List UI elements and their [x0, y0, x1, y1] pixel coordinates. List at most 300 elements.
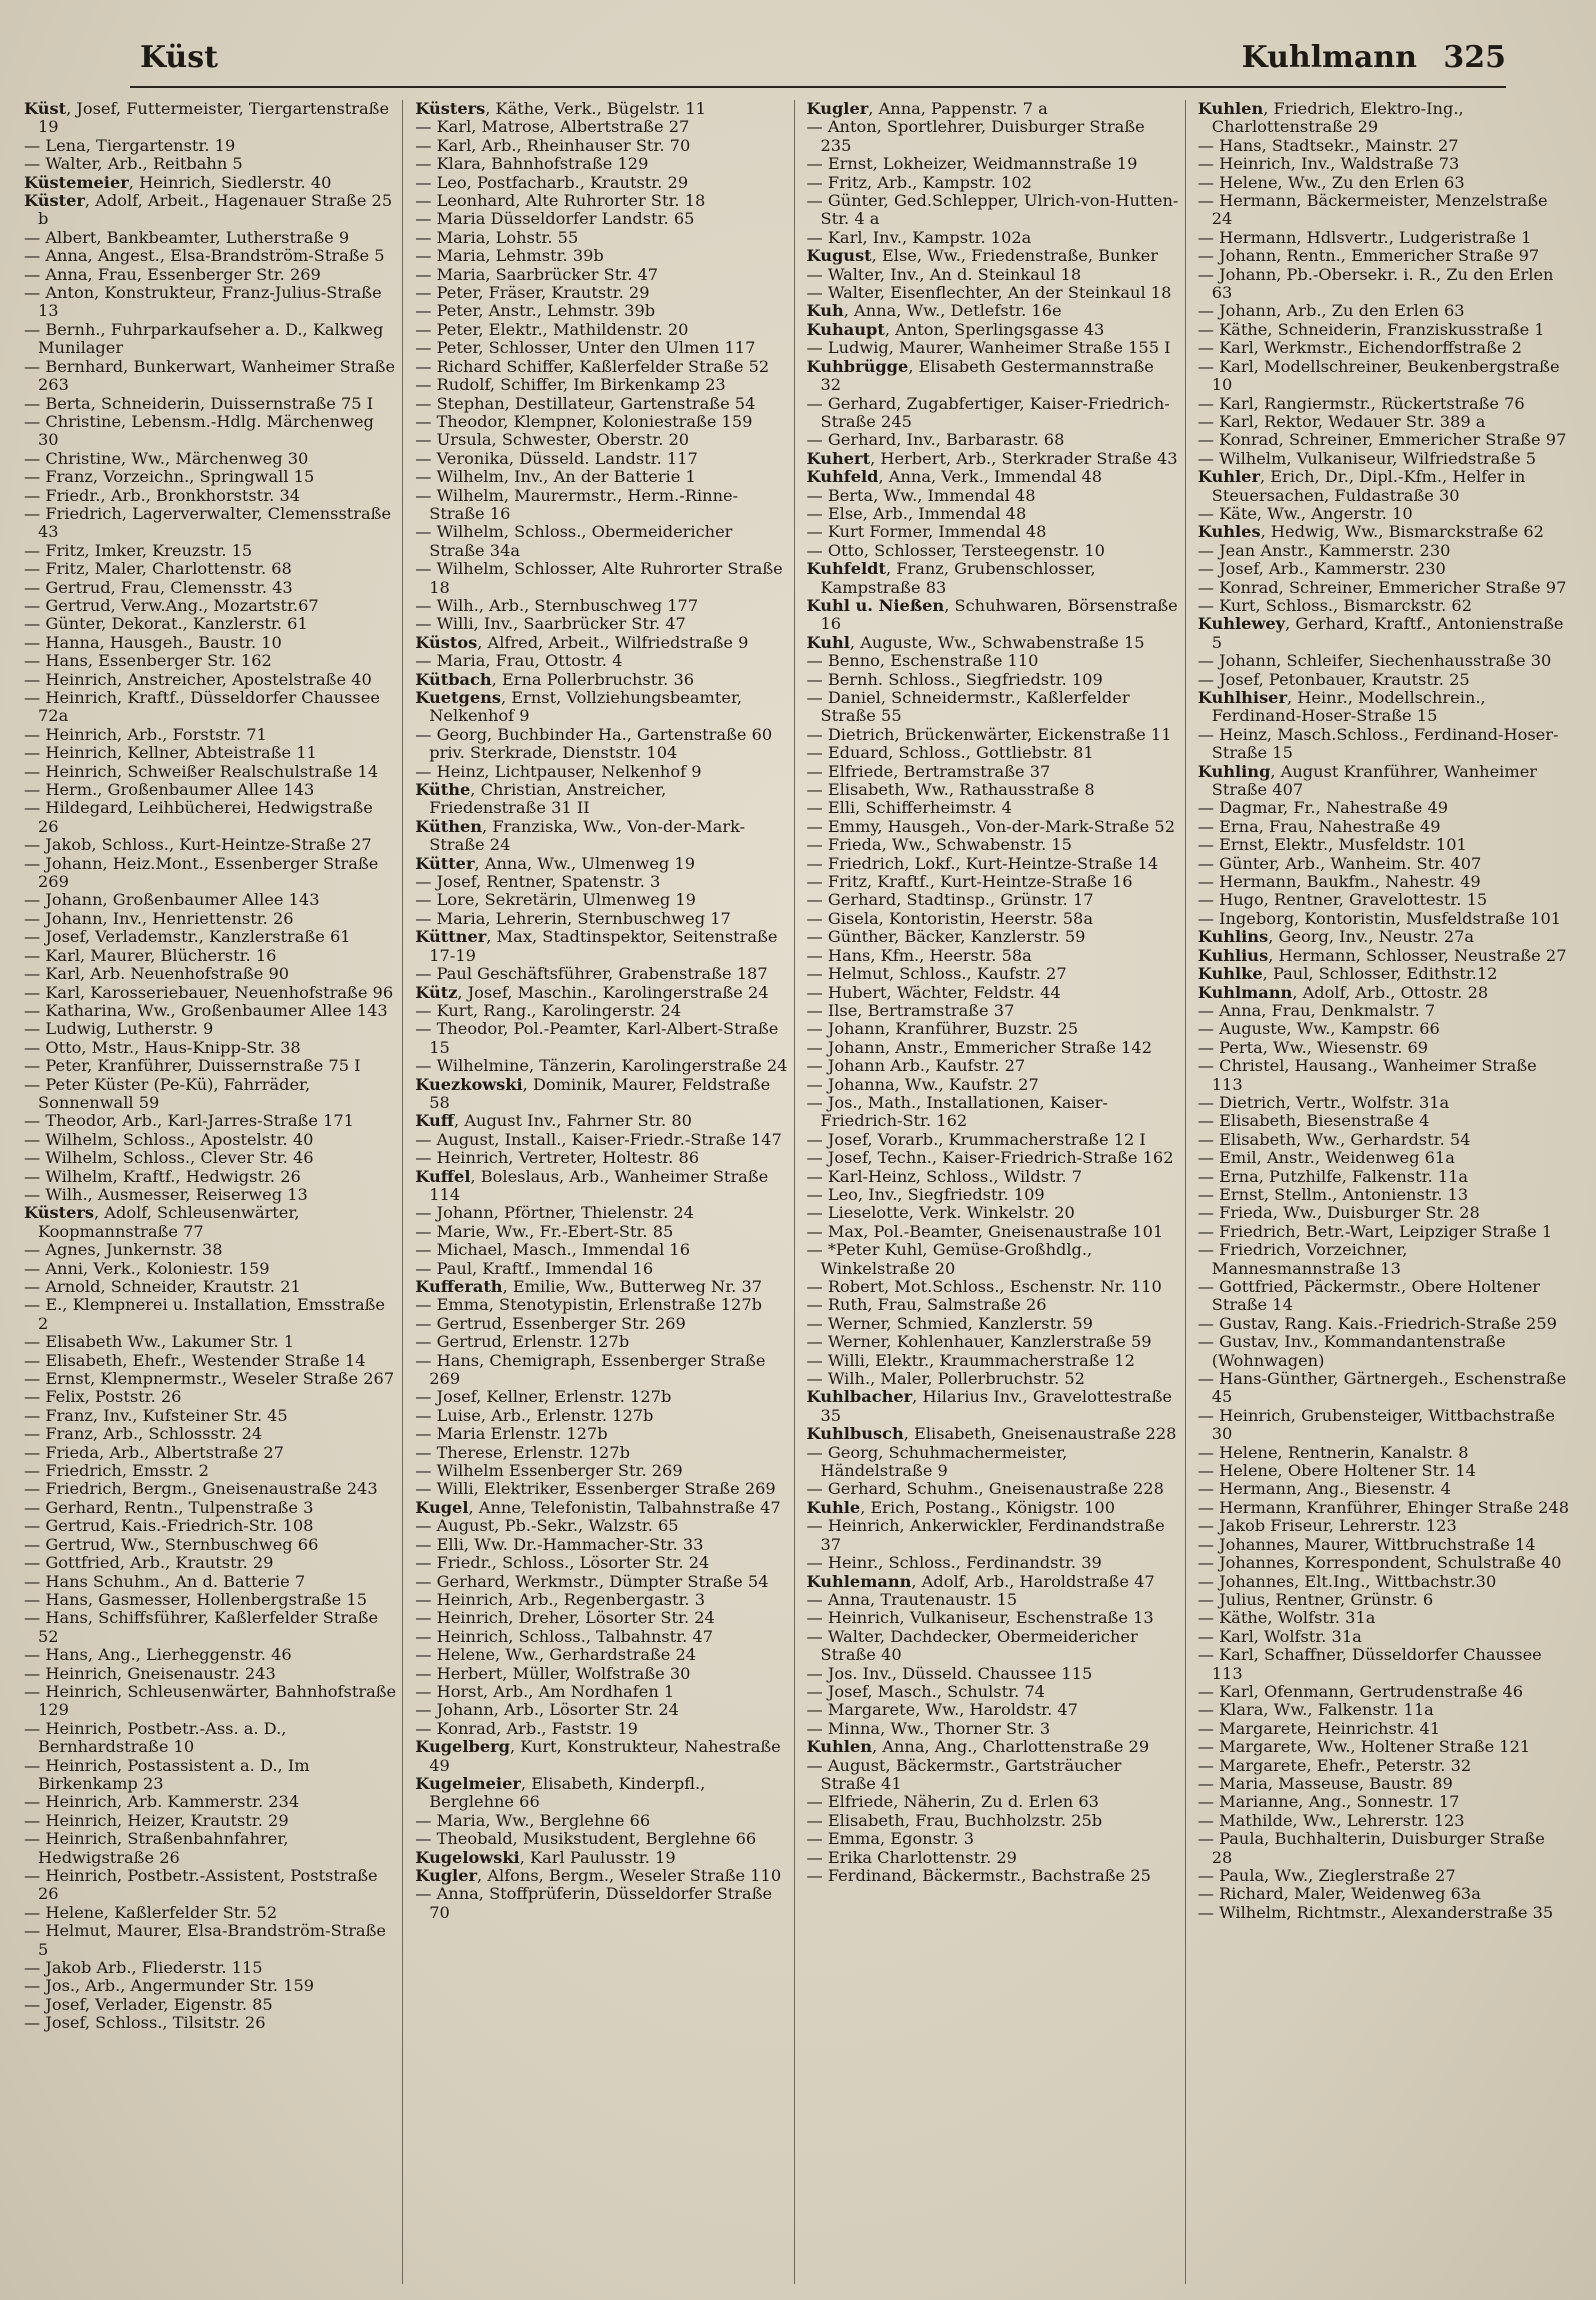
directory-entry: — Berta, Ww., Immendal 48 — [806, 485, 1036, 505]
directory-entry: — Hans, Schiffsführer, Kaßlerfelder Straße 52 — [24, 1608, 379, 1646]
directory-entry: — Heinrich, Dreher, Lösorter Str. 24 — [415, 1608, 715, 1628]
directory-entry: — Karl, Rektor, Wedauer Str. 389 a — [1197, 411, 1486, 431]
directory-entry: — Friedrich, Vorzeichner, Mannesmannstraße 13 — [1197, 1240, 1408, 1278]
directory-entry: — Richard Schiffer, Kaßlerfelder Straße 52 — [415, 356, 770, 376]
directory-entry: — Karl, Arb. Neuenhofstraße 90 — [24, 964, 290, 984]
directory-entry: — Kurt Former, Immendal 48 — [806, 522, 1047, 542]
directory-entry: — Emma, Egonstr. 3 — [806, 1829, 975, 1849]
directory-entry: — Johann Arb., Kaufstr. 27 — [806, 1056, 1026, 1076]
directory-entry: — Maria, Masseuse, Baustr. 89 — [1197, 1773, 1453, 1793]
directory-entry: — Friedrich, Emsstr. 2 — [24, 1461, 209, 1481]
running-head-left: Küst — [140, 40, 218, 75]
directory-entry: — Leo, Inv., Siegfriedstr. 109 — [806, 1184, 1045, 1204]
directory-entry: — Franz, Arb., Schlossstr. 24 — [24, 1424, 263, 1444]
directory-entry: — Christine, Ww., Märchenweg 30 — [24, 448, 309, 468]
directory-entry: — Anton, Sportlehrer, Duisburger Straße 235 — [806, 117, 1145, 155]
directory-entry: — Johann, Arb., Zu den Erlen 63 — [1197, 301, 1465, 321]
directory-entry: — Hans Schuhm., An d. Batterie 7 — [24, 1571, 306, 1591]
directory-entry: — Agnes, Junkernstr. 38 — [24, 1240, 223, 1260]
directory-entry: — Karl, Ofenmann, Gertrudenstraße 46 — [1197, 1681, 1524, 1701]
directory-entry: — Heinrich, Schloss., Talbahnstr. 47 — [415, 1626, 714, 1646]
directory-entry: — Frieda, Ww., Schwabenstr. 15 — [806, 835, 1072, 855]
directory-entry: Kugust, Else, Ww., Friedenstraße, Bunker — [806, 246, 1158, 266]
directory-entry: — Heinrich, Kraftf., Düsseldorfer Chaussee 72a — [24, 688, 380, 726]
directory-entry: — Christine, Lebensm.-Hdlg. Märchenweg 30 — [24, 411, 374, 450]
directory-entry: — Emmy, Hausgeh., Von-der-Mark-Straße 52 — [806, 816, 1176, 836]
directory-entry: — Helene, Ww., Gerhardstraße 24 — [415, 1645, 697, 1665]
column-2 — [415, 100, 794, 2284]
directory-entry: Kuhlen, Friedrich, Elektro-Ing., Charlottenstraße 29 — [1197, 100, 1464, 137]
directory-entry: — Richard, Maler, Weidenweg 63a — [1197, 1884, 1481, 1904]
directory-entry: — Friedr., Schloss., Lösorter Str. 24 — [415, 1553, 710, 1573]
directory-entry: — Hermann, Baukfm., Nahestr. 49 — [1197, 872, 1481, 892]
directory-entry: — Wilhelm, Schloss., Clever Str. 46 — [24, 1148, 314, 1168]
directory-entry: — Heinrich, Kellner, Abteistraße 11 — [24, 743, 317, 763]
directory-entry: — Julius, Rentner, Grünstr. 6 — [1197, 1589, 1434, 1609]
directory-entry: — Peter, Anstr., Lehmstr. 39b — [415, 301, 656, 321]
directory-entry: — Paul Geschäftsführer, Grabenstraße 187 — [415, 964, 768, 984]
directory-entry: — Günter, Arb., Wanheim. Str. 407 — [1197, 853, 1482, 873]
directory-entry: — Theodor, Arb., Karl-Jarres-Straße 171 — [24, 1111, 354, 1131]
directory-entry: — Friedrich, Betr.-Wart, Leipziger Straße 1 — [1197, 1221, 1553, 1241]
directory-entry: — Fritz, Imker, Kreuzstr. 15 — [24, 540, 253, 560]
directory-entry: — Josef, Schloss., Tilsitstr. 26 — [24, 2013, 266, 2033]
directory-entry: Kütter, Anna, Ww., Ulmenweg 19 — [415, 853, 696, 873]
directory-entry: — Lore, Sekretärin, Ulmenweg 19 — [415, 890, 696, 910]
running-head-name: Kuhlmann — [1241, 40, 1417, 75]
directory-entry: — Gertrud, Verw.Ang., Mozartstr.67 — [24, 595, 319, 615]
directory-entry: — Bernh., Fuhrparkaufseher a. D., Kalkweg Munilager — [24, 319, 384, 358]
directory-entry: — Günter, Ged.Schlepper, Ulrich-von-Hutten-Str. 4 a — [806, 191, 1179, 229]
directory-entry: Kuhlins, Georg, Inv., Neustr. 27a — [1197, 927, 1475, 947]
directory-entry: — Ursula, Schwester, Oberstr. 20 — [415, 430, 690, 450]
directory-entry: — Mathilde, Ww., Lehrerstr. 123 — [1197, 1810, 1465, 1830]
directory-entry: — Gertrud, Erlenstr. 127b — [415, 1332, 630, 1352]
directory-entry: — Günther, Bäcker, Kanzlerstr. 59 — [806, 927, 1086, 947]
directory-entry: — Karl, Karosseriebauer, Neuenhofstraße 96 — [24, 982, 394, 1002]
directory-entry: Kugler, Alfons, Bergm., Weseler Straße 110 — [415, 1866, 782, 1885]
directory-entry: — Friedr., Arb., Bronkhorststr. 34 — [24, 485, 301, 505]
directory-entry: Küster, Adolf, Arbeit., Hagenauer Straße 25 b — [24, 191, 393, 229]
directory-entry: Kugelowski, Karl Paulusstr. 19 — [415, 1847, 676, 1867]
directory-entry: Kuhbrügge, Elisabeth Gestermannstraße 32 — [806, 356, 1154, 395]
directory-entry: — Johannes, Maurer, Wittbruchstraße 14 — [1197, 1534, 1536, 1554]
directory-entry: — Josef, Rentner, Spatenstr. 3 — [415, 872, 661, 892]
directory-entry: Küstos, Alfred, Arbeit., Wilfriedstraße 9 — [415, 632, 749, 652]
directory-entry: — Ruth, Frau, Salmstraße 26 — [806, 1295, 1047, 1315]
directory-entry: — Elli, Ww. Dr.-Hammacher-Str. 33 — [415, 1534, 704, 1554]
directory-entry: Kuhfeld, Anna, Verk., Immendal 48 — [806, 467, 1103, 487]
directory-entry: — Heinz, Lichtpauser, Nelkenhof 9 — [415, 761, 702, 781]
directory-entry: — Anni, Verk., Koloniestr. 159 — [24, 1258, 270, 1278]
directory-entry: — Hanna, Hausgeh., Baustr. 10 — [24, 632, 282, 652]
directory-entry: — Josef, Kellner, Erlenstr. 127b — [415, 1387, 672, 1407]
directory-entry: — Elisabeth, Frau, Buchholzstr. 25b — [806, 1810, 1103, 1830]
directory-entry: — Elisabeth, Ww., Gerhardstr. 54 — [1197, 1129, 1471, 1149]
directory-entry: — Hans, Kfm., Heerstr. 58a — [806, 945, 1032, 965]
directory-entry: — Hermann, Bäckermeister, Menzelstraße 24 — [1197, 191, 1548, 229]
directory-entry: — Ernst, Elektr., Musfeldstr. 101 — [1197, 835, 1467, 855]
directory-entry: — *Peter Kuhl, Gemüse-Großhdlg., Winkelstraße 20 — [806, 1240, 1093, 1278]
directory-entry: Kuhlhiser, Heinr., Modellschrein., Ferdinand-Hoser-Straße 15 — [1197, 688, 1486, 726]
directory-entry: — Gerhard, Inv., Barbarastr. 68 — [806, 430, 1065, 450]
directory-entry: — Herbert, Müller, Wolfstraße 30 — [415, 1663, 691, 1683]
directory-entry: — Gerhard, Zugabfertiger, Kaiser-Friedrich-Straße 245 — [806, 393, 1170, 431]
directory-entry: — Ferdinand, Bäckermstr., Bachstraße 25 — [806, 1866, 1151, 1885]
directory-entry: — Hans, Stadtsekr., Mainstr. 27 — [1197, 135, 1459, 155]
directory-entry: Küst, Josef, Futtermeister, Tiergartenstraße 19 — [24, 100, 390, 137]
directory-entry: — Käthe, Schneiderin, Franziskusstraße 1 — [1197, 319, 1545, 339]
directory-entry: — Erika Charlottenstr. 29 — [806, 1847, 1017, 1867]
directory-entry: — Gisela, Kontoristin, Heerstr. 58a — [806, 908, 1093, 928]
directory-entry: — Maria, Frau, Ottostr. 4 — [415, 651, 623, 671]
directory-entry: — Emil, Anstr., Weidenweg 61a — [1197, 1148, 1455, 1168]
directory-entry: — Karl, Wolfstr. 31a — [1197, 1626, 1362, 1646]
directory-entry: — Karl, Inv., Kampstr. 102a — [806, 227, 1032, 247]
directory-entry: — Paula, Ww., Zieglerstraße 27 — [1197, 1866, 1456, 1885]
directory-entry: — Peter Küster (Pe-Kü), Fahrräder, Sonnenwall 59 — [24, 1074, 311, 1112]
directory-entry: — Gustav, Inv., Kommandantenstraße (Wohnwagen) — [1197, 1332, 1506, 1370]
directory-entry: — Walter, Dachdecker, Obermeidericher Straße 40 — [806, 1626, 1138, 1665]
directory-entry: — Fritz, Arb., Kampstr. 102 — [806, 172, 1032, 192]
directory-entry: — Maria, Saarbrücker Str. 47 — [415, 264, 659, 284]
directory-entry: — Hugo, Rentner, Gravelottestr. 15 — [1197, 890, 1488, 910]
directory-entry: — Karl, Schaffner, Düsseldorfer Chaussee 113 — [1197, 1645, 1542, 1683]
directory-entry: — Josef, Arb., Kammerstr. 230 — [1197, 559, 1446, 579]
directory-entry: — Hildegard, Leihbücherei, Hedwigstraße 26 — [24, 798, 373, 836]
directory-entry: — Karl, Werkmstr., Eichendorffstraße 2 — [1197, 338, 1522, 358]
directory-entry: — Maria Düsseldorfer Landstr. 65 — [415, 209, 695, 229]
directory-entry: — Margarete, Ww., Holtener Straße 121 — [1197, 1737, 1531, 1757]
directory-entry: — Käthe, Wolfstr. 31a — [1197, 1608, 1376, 1628]
directory-entry: — Konrad, Arb., Faststr. 19 — [415, 1718, 638, 1738]
directory-entry: — Josef, Verlademstr., Kanzlerstraße 61 — [24, 927, 351, 947]
directory-entry: — Albert, Bankbeamter, Lutherstraße 9 — [24, 227, 350, 247]
directory-entry: — Heinrich, Postbetr.-Assistent, Poststraße 26 — [24, 1866, 378, 1904]
directory-entry: — Heinr., Schloss., Ferdinandstr. 39 — [806, 1553, 1102, 1573]
directory-entry: Kugelmeier, Elisabeth, Kinderpfl., Berglehne 66 — [415, 1773, 706, 1812]
directory-entry: — Ingeborg, Kontoristin, Musfeldstraße 101 — [1197, 908, 1562, 928]
directory-entry: — Jos., Math., Installationen, Kaiser-Friedrich-Str. 162 — [806, 1092, 1108, 1131]
directory-entry: — Johann, Pförtner, Thielenstr. 24 — [415, 1203, 694, 1223]
directory-entry: Küsters, Käthe, Verk., Bügelstr. 11 — [415, 100, 706, 118]
directory-entry: Küthe, Christian, Anstreicher, Friedenstraße 31 II — [415, 780, 667, 818]
directory-entry: — Marie, Ww., Fr.-Ebert-Str. 85 — [415, 1221, 674, 1241]
directory-entry: — Ernst, Stellm., Antonienstr. 13 — [1197, 1184, 1469, 1204]
directory-entry: — Auguste, Ww., Kampstr. 66 — [1197, 1019, 1440, 1039]
directory-entry: — Ernst, Klempnermstr., Weseler Straße 267 — [24, 1369, 395, 1389]
directory-entry: — Lena, Tiergartenstr. 19 — [24, 135, 236, 155]
directory-entry: — Hermann, Hdlsvertr., Ludgeristraße 1 — [1197, 227, 1532, 247]
directory-entry: — Therese, Erlenstr. 127b — [415, 1442, 630, 1462]
column-3 — [807, 100, 1186, 2284]
directory-entry: — Karl, Maurer, Blücherstr. 16 — [24, 945, 277, 965]
directory-entry: — Paula, Buchhalterin, Duisburger Straße 28 — [1197, 1829, 1545, 1867]
directory-entry: — Heinrich, Straßenbahnfahrer, Hedwigstraße 26 — [24, 1829, 289, 1867]
directory-entry: — Theodor, Klempner, Koloniestraße 159 — [415, 411, 753, 431]
directory-entry: — Gottfried, Arb., Krautstr. 29 — [24, 1553, 274, 1573]
page-header — [130, 30, 1506, 88]
directory-entry: — Hans-Günther, Gärtnergeh., Eschenstraße 45 — [1197, 1369, 1567, 1407]
directory-entry: — Jakob, Schloss., Kurt-Heintze-Straße 27 — [24, 835, 372, 855]
directory-entry: — Ludwig, Maurer, Wanheimer Straße 155 I — [806, 338, 1171, 358]
directory-entry: — Josef, Petonbauer, Krautstr. 25 — [1197, 669, 1470, 689]
directory-entry: — Lieselotte, Verk. Winkelstr. 20 — [806, 1203, 1075, 1223]
directory-entry: — Heinrich, Grubensteiger, Wittbachstraße 30 — [1197, 1405, 1555, 1444]
directory-entry: — Josef, Verlader, Eigenstr. 85 — [24, 1994, 273, 2014]
directory-entry: — Johann, Großenbaumer Allee 143 — [24, 890, 320, 910]
directory-entry: — Wilh., Ausmesser, Reiserweg 13 — [24, 1184, 308, 1204]
directory-entry: — Gerhard, Werkmstr., Dümpter Straße 54 — [415, 1571, 769, 1591]
directory-entry: — Elisabeth, Ww., Rathausstraße 8 — [806, 780, 1095, 800]
directory-entry: — Arnold, Schneider, Krautstr. 21 — [24, 1277, 301, 1296]
directory-entry: — Elisabeth Ww., Lakumer Str. 1 — [24, 1332, 295, 1352]
directory-entry: Kuh, Anna, Ww., Detlefstr. 16e — [806, 301, 1062, 321]
directory-entry: — Johann, Pb.-Obersekr. i. R., Zu den Erlen 63 — [1197, 264, 1554, 303]
directory-entry: — Luise, Arb., Erlenstr. 127b — [415, 1405, 654, 1425]
directory-entry: — Ernst, Lokheizer, Weidmannstraße 19 — [806, 154, 1138, 174]
directory-entry: — Ilse, Bertramstraße 37 — [806, 1000, 1015, 1020]
directory-entry: — Johannes, Korrespondent, Schulstraße 40 — [1197, 1553, 1562, 1573]
directory-entry: — Gertrud, Ww., Sternbuschweg 66 — [24, 1534, 319, 1554]
directory-entry: — Peter, Schlosser, Unter den Ulmen 117 — [415, 338, 756, 358]
directory-entry: — Otto, Mstr., Haus-Knipp-Str. 38 — [24, 1037, 301, 1057]
directory-entry: — Leonhard, Alte Ruhrorter Str. 18 — [415, 191, 706, 211]
directory-entry: — Margarete, Ww., Haroldstr. 47 — [806, 1700, 1078, 1720]
directory-entry: — Wilhelm, Schloss., Obermeidericher Straße 34a — [415, 522, 733, 560]
directory-entry: Kuhaupt, Anton, Sperlingsgasse 43 — [806, 319, 1105, 339]
directory-entry: — Hermann, Kranführer, Ehinger Straße 248 — [1197, 1497, 1570, 1517]
directory-entry: — Frieda, Arb., Albertstraße 27 — [24, 1442, 284, 1462]
directory-entry: — Marianne, Ang., Sonnestr. 17 — [1197, 1792, 1460, 1812]
directory-entry: — Theodor, Pol.-Peamter, Karl-Albert-Straße 15 — [415, 1019, 779, 1057]
directory-entry: — Jakob Friseur, Lehrerstr. 123 — [1197, 1516, 1457, 1536]
directory-entry: — Jos. Inv., Düsseld. Chaussee 115 — [806, 1663, 1093, 1683]
directory-entry: Kugelberg, Kurt, Konstrukteur, Nahestraße 49 — [415, 1737, 781, 1775]
directory-entry: — Wilhelm, Schlosser, Alte Ruhrorter Straße 18 — [415, 559, 783, 597]
directory-entry: — Heinrich, Heizer, Krautstr. 29 — [24, 1810, 289, 1830]
directory-entry: — Jos., Arb., Angermunder Str. 159 — [24, 1976, 315, 1996]
column-1 — [24, 100, 403, 2284]
directory-entry: Kuhlmann, Adolf, Arb., Ottostr. 28 — [1197, 982, 1489, 1002]
directory-entry: — Wilhelm, Maurermstr., Herm.-Rinne-Straße 16 — [415, 485, 739, 523]
directory-entry: Kuhl, Auguste, Ww., Schwabenstraße 15 — [806, 632, 1145, 652]
directory-entry: — Jean Anstr., Kammerstr. 230 — [1197, 540, 1451, 560]
directory-entry: — Heinrich, Vertreter, Holtestr. 86 — [415, 1148, 700, 1168]
directory-entry: Kuhlen, Anna, Ang., Charlottenstraße 29 — [806, 1737, 1150, 1757]
directory-entry: — Anna, Frau, Essenberger Str. 269 — [24, 264, 321, 284]
directory-entry: — Josef, Vorarb., Krummacherstraße 12 I — [806, 1129, 1146, 1149]
directory-entry: Kugler, Anna, Pappenstr. 7 a — [806, 100, 1048, 118]
directory-entry: Kuhlius, Hermann, Schlosser, Neustraße 27 — [1197, 945, 1567, 965]
directory-entry: — Johann, Arb., Lösorter Str. 24 — [415, 1700, 679, 1720]
directory-entry: — Gerhard, Stadtinsp., Grünstr. 17 — [806, 890, 1094, 910]
directory-entry: — Heinrich, Inv., Waldstraße 73 — [1197, 154, 1460, 174]
directory-entry: — Heinrich, Postbetr.-Ass. a. D., Bernhardstraße 10 — [24, 1718, 287, 1757]
directory-entry: Kuhlbacher, Hilarius Inv., Gravelottestraße 35 — [806, 1387, 1173, 1425]
directory-entry: — Johann, Schleifer, Siechenhausstraße 30 — [1197, 651, 1552, 671]
directory-entry: — Helene, Rentnerin, Kanalstr. 8 — [1197, 1442, 1469, 1462]
directory-entry: — Hubert, Wächter, Feldstr. 44 — [806, 982, 1061, 1002]
directory-entry: — Elfriede, Näherin, Zu d. Erlen 63 — [806, 1792, 1099, 1812]
directory-entry: Kütbach, Erna Pollerbruchstr. 36 — [415, 669, 695, 689]
directory-entry: — Erna, Frau, Nahestraße 49 — [1197, 816, 1441, 836]
directory-entry: — Heinrich, Arb., Forststr. 71 — [24, 724, 267, 744]
directory-entry: — Johann, Rentn., Emmericher Straße 97 — [1197, 246, 1540, 266]
directory-entry: — Peter, Kranführer, Duissernstraße 75 I — [24, 1056, 361, 1076]
directory-entry: — Anna, Frau, Denkmalstr. 7 — [1197, 1000, 1436, 1020]
directory-entry: — Heinrich, Schweißer Realschulstraße 14 — [24, 761, 379, 781]
directory-entry: — Dagmar, Fr., Nahestraße 49 — [1197, 798, 1449, 818]
directory-entry: — Berta, Schneiderin, Duissernstraße 75 I — [24, 393, 374, 413]
directory-entry: Küthen, Franziska, Ww., Von-der-Mark-Straße 24 — [415, 816, 746, 855]
directory-entry: — Kurt, Rang., Karolingerstr. 24 — [415, 1000, 682, 1020]
directory-entry: — Peter, Fräser, Krautstr. 29 — [415, 283, 650, 303]
directory-entry: — Elisabeth, Ehefr., Westender Straße 14 — [24, 1350, 366, 1370]
directory-entry: — Otto, Schlosser, Tersteegenstr. 10 — [806, 540, 1105, 560]
directory-entry: — Gertrud, Essenberger Str. 269 — [415, 1313, 686, 1333]
directory-entry: — Friedrich, Lagerverwalter, Clemensstraße 43 — [24, 503, 392, 542]
directory-entry: — Johann, Heiz.Mont., Essenberger Straße 269 — [24, 853, 379, 892]
directory-entry: — Wilhelm Essenberger Str. 269 — [415, 1461, 683, 1481]
directory-entry: — Johann, Inv., Henriettenstr. 26 — [24, 908, 294, 928]
directory-entry: — Perta, Ww., Wiesenstr. 69 — [1197, 1037, 1429, 1057]
directory-entry: — Bernhard, Bunkerwart, Wanheimer Straße 263 — [24, 356, 396, 395]
directory-entry: Kuhert, Herbert, Arb., Sterkrader Straße 43 — [806, 448, 1178, 468]
directory-entry: — Franz, Inv., Kufsteiner Str. 45 — [24, 1405, 288, 1425]
directory-entry: — Hermann, Ang., Biesenstr. 4 — [1197, 1479, 1451, 1499]
directory-entry: Kuhfeldt, Franz, Grubenschlosser, Kampstraße 83 — [806, 559, 1096, 597]
directory-columns — [24, 100, 1576, 2284]
directory-entry: — Willi, Elektr., Kraummacherstraße 12 — [806, 1350, 1135, 1370]
directory-entry: — Werner, Kohlenhauer, Kanzlerstraße 59 — [806, 1332, 1152, 1352]
directory-entry: — Stephan, Destillateur, Gartenstraße 54 — [415, 393, 756, 413]
directory-entry: — Emma, Stenotypistin, Erlenstraße 127b — [415, 1295, 763, 1315]
directory-entry: Kufferath, Emilie, Ww., Butterweg Nr. 37 — [415, 1277, 763, 1296]
directory-entry: — Margarete, Ehefr., Peterstr. 32 — [1197, 1755, 1472, 1775]
directory-entry: — Max, Pol.-Beamter, Gneisenaustraße 101 — [806, 1221, 1164, 1241]
directory-entry: Kuhlemann, Adolf, Arb., Haroldstraße 47 — [806, 1571, 1155, 1591]
directory-entry: Kuhle, Erich, Postang., Königstr. 100 — [806, 1497, 1116, 1517]
directory-entry: — Katharina, Ww., Großenbaumer Allee 143 — [24, 1000, 388, 1020]
directory-entry: — Elisabeth, Biesenstraße 4 — [1197, 1111, 1430, 1131]
directory-entry: Kuffel, Boleslaus, Arb., Wanheimer Straße 114 — [415, 1166, 769, 1204]
directory-entry: — Günter, Dekorat., Kanzlerstr. 61 — [24, 614, 308, 634]
directory-entry: — Michael, Masch., Immendal 16 — [415, 1240, 691, 1260]
directory-entry: — Kurt, Schloss., Bismarckstr. 62 — [1197, 595, 1472, 615]
directory-entry: — Helmut, Schloss., Kaufstr. 27 — [806, 964, 1067, 984]
directory-entry: — Karl, Modellschreiner, Beukenbergstraße 10 — [1197, 356, 1560, 395]
directory-entry: — Anna, Trautenaustr. 15 — [806, 1589, 1018, 1609]
directory-entry: — Frieda, Ww., Duisburger Str. 28 — [1197, 1203, 1480, 1223]
directory-entry: — Wilh., Arb., Sternbuschweg 177 — [415, 595, 699, 615]
directory-entry: — Horst, Arb., Am Nordhafen 1 — [415, 1681, 675, 1701]
directory-entry: — Wilhelmine, Tänzerin, Karolingerstraße 24 — [415, 1056, 788, 1076]
directory-entry: — Gerhard, Schuhm., Gneisenaustraße 228 — [806, 1479, 1164, 1499]
directory-entry: — Friedrich, Bergm., Gneisenaustraße 243 — [24, 1479, 378, 1499]
directory-entry: Kuhlbusch, Elisabeth, Gneisenaustraße 228 — [806, 1424, 1177, 1444]
directory-entry: — Georg, Schuhmachermeister, Händelstraße 9 — [806, 1442, 1068, 1481]
directory-entry: — Heinrich, Arb. Kammerstr. 234 — [24, 1792, 300, 1812]
directory-entry: — Karl, Matrose, Albertstraße 27 — [415, 117, 690, 137]
directory-entry: — Wilhelm, Kraftf., Hedwigstr. 26 — [24, 1166, 301, 1186]
directory-entry: — Theobald, Musikstudent, Berglehne 66 — [415, 1829, 757, 1849]
directory-entry: — Anna, Angest., Elsa-Brandström-Straße 5 — [24, 246, 385, 266]
directory-entry: — Gottfried, Päckermstr., Obere Holtener Straße 14 — [1197, 1277, 1541, 1315]
directory-entry: — Josef, Masch., Schulstr. 74 — [806, 1681, 1045, 1701]
directory-entry: — Walter, Arb., Reitbahn 5 — [24, 154, 243, 174]
directory-entry: — Rudolf, Schiffer, Im Birkenkamp 23 — [415, 375, 726, 395]
directory-entry: — Karl-Heinz, Schloss., Wildstr. 7 — [806, 1166, 1083, 1186]
directory-entry: — Robert, Mot.Schloss., Eschenstr. Nr. 110 — [806, 1277, 1162, 1296]
directory-entry: — Karl, Arb., Rheinhauser Str. 70 — [415, 135, 691, 155]
directory-entry: — Dietrich, Brückenwärter, Eickenstraße 11 — [806, 724, 1172, 744]
directory-entry: — Anton, Konstrukteur, Franz-Julius-Straße 13 — [24, 283, 382, 321]
directory-entry: — Willi, Elektriker, Essenberger Straße 269 — [415, 1479, 776, 1499]
directory-entry: — Konrad, Schreiner, Emmericher Straße 97 — [1197, 577, 1567, 597]
directory-entry: — Helene, Ww., Zu den Erlen 63 — [1197, 172, 1465, 192]
directory-entry: Küttner, Max, Stadtinspektor, Seitenstraße 17-19 — [415, 927, 778, 965]
directory-entry: — Christel, Hausang., Wanheimer Straße 113 — [1197, 1056, 1537, 1094]
directory-entry: — Heinz, Masch.Schloss., Ferdinand-Hoser-Straße 15 — [1197, 724, 1559, 763]
directory-entry: — Johanna, Ww., Kaufstr. 27 — [806, 1074, 1039, 1094]
directory-entry: — Eduard, Schloss., Gottliebstr. 81 — [806, 743, 1094, 763]
directory-entry: — Gustav, Rang. Kais.-Friedrich-Straße 259 — [1197, 1313, 1557, 1333]
directory-entry: — Karl, Rangiermstr., Rückertstraße 76 — [1197, 393, 1525, 413]
running-head-right — [1226, 40, 1506, 75]
directory-entry: — Franz, Vorzeichn., Springwall 15 — [24, 467, 315, 487]
directory-entry: Küsters, Adolf, Schleusenwärter, Koopmannstraße 77 — [24, 1203, 300, 1241]
directory-entry: — Heinrich, Vulkaniseur, Eschenstraße 13 — [806, 1608, 1154, 1628]
directory-entry: — Wilh., Maler, Pollerbruchstr. 52 — [806, 1369, 1085, 1389]
directory-entry: — Hans, Gasmesser, Hollenbergstraße 15 — [24, 1589, 367, 1609]
directory-entry: Kuhlewey, Gerhard, Kraftf., Antonienstraße 5 — [1197, 614, 1564, 652]
directory-entry: Kütz, Josef, Maschin., Karolingerstraße 24 — [415, 982, 769, 1002]
directory-entry: — Werner, Schmied, Kanzlerstr. 59 — [806, 1313, 1093, 1333]
directory-entry: Kuhlke, Paul, Schlosser, Edithstr.12 — [1197, 964, 1498, 984]
directory-entry: — Hans, Essenberger Str. 162 — [24, 651, 272, 671]
directory-entry: — Hans, Chemigraph, Essenberger Straße 269 — [415, 1350, 766, 1389]
column-4 — [1198, 100, 1576, 2284]
directory-entry: Kuff, August Inv., Fahrner Str. 80 — [415, 1111, 692, 1131]
directory-entry: — Konrad, Schreiner, Emmericher Straße 97 — [1197, 430, 1567, 450]
directory-entry: — Josef, Techn., Kaiser-Friedrich-Straße 162 — [806, 1148, 1174, 1168]
directory-entry: — Jakob Arb., Fliederstr. 115 — [24, 1958, 263, 1978]
directory-entry: — Paul, Kraftf., Immendal 16 — [415, 1258, 654, 1278]
directory-entry: — Klara, Ww., Falkenstr. 11a — [1197, 1700, 1434, 1720]
directory-entry: — Helene, Obere Holtener Str. 14 — [1197, 1461, 1476, 1481]
page-number: 325 — [1443, 40, 1506, 75]
directory-entry: — Peter, Elektr., Mathildenstr. 20 — [415, 319, 689, 339]
directory-entry: Kuetgens, Ernst, Vollziehungsbeamter, Nelkenhof 9 — [415, 688, 743, 726]
directory-entry: — Else, Arb., Immendal 48 — [806, 503, 1027, 523]
directory-entry: Küstemeier, Heinrich, Siedlerstr. 40 — [24, 172, 332, 192]
directory-entry: — Elli, Schifferheimstr. 4 — [806, 798, 1012, 818]
directory-entry: — Willi, Inv., Saarbrücker Str. 47 — [415, 614, 686, 634]
directory-entry: — Margarete, Heinrichstr. 41 — [1197, 1718, 1441, 1738]
directory-entry: — Hans, Ang., Lierheggenstr. 46 — [24, 1645, 292, 1665]
directory-entry: — Heinrich, Anstreicher, Apostelstraße 40 — [24, 669, 372, 689]
directory-entry: — August, Pb.-Sekr., Walzstr. 65 — [415, 1516, 679, 1536]
directory-entry: — Dietrich, Vertr., Wolfstr. 31a — [1197, 1092, 1450, 1112]
directory-entry: — Elfriede, Bertramstraße 37 — [806, 761, 1051, 781]
directory-entry: — Herm., Großenbaumer Allee 143 — [24, 780, 315, 800]
directory-entry: — Helene, Kaßlerfelder Str. 52 — [24, 1902, 278, 1922]
directory-entry: — Heinrich, Arb., Regenbergastr. 3 — [415, 1589, 705, 1609]
directory-entry: Kugel, Anne, Telefonistin, Talbahnstraße 47 — [415, 1497, 781, 1517]
directory-entry: — Gertrud, Frau, Clemensstr. 43 — [24, 577, 293, 597]
directory-entry: — Anna, Stoffprüferin, Düsseldorfer Straße 70 — [415, 1884, 773, 1922]
